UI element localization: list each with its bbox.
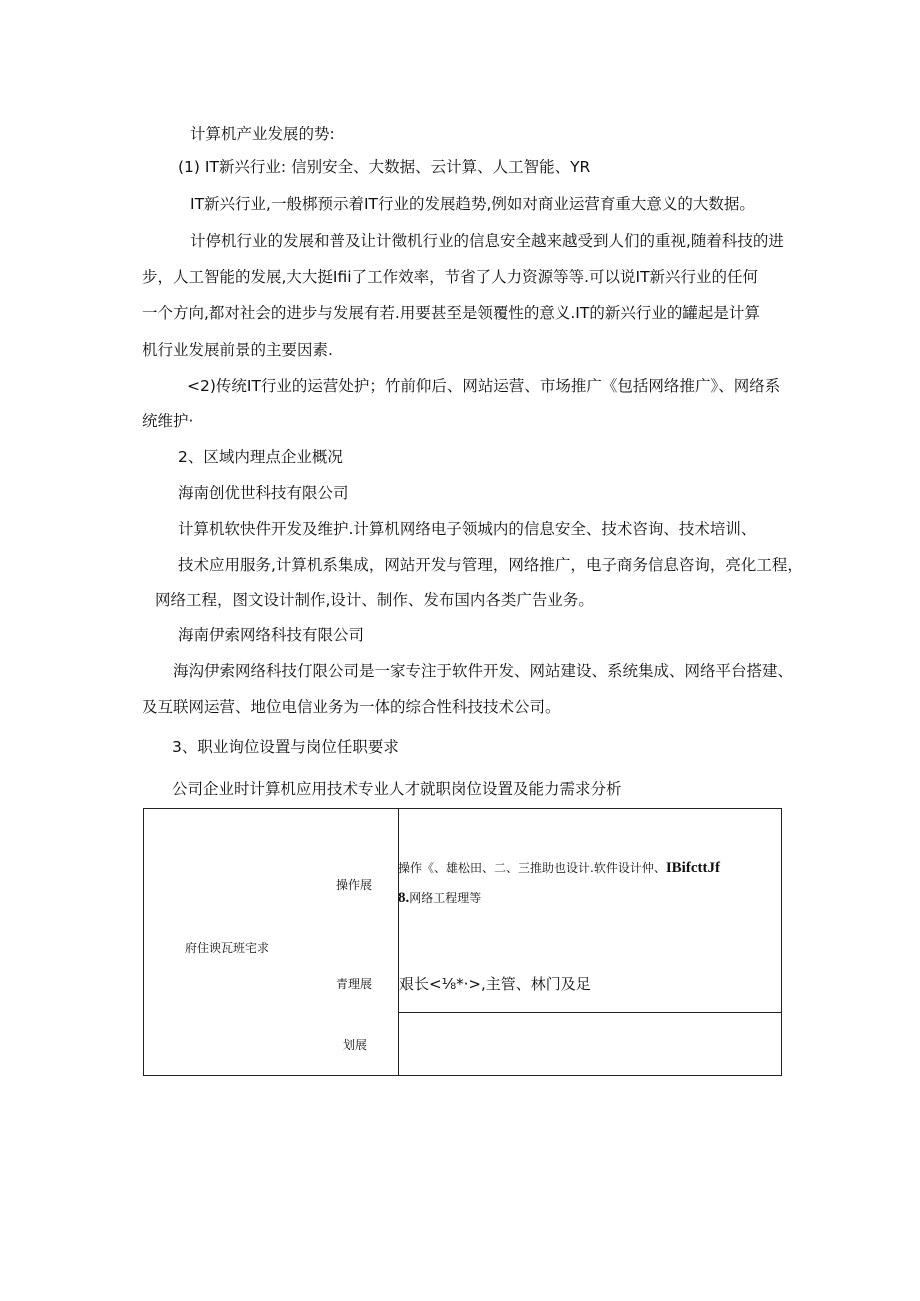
paragraph-new-it-desc: IT新兴行业,一般梆预示着IT行业的发展趋势,例如对商业运营育重大意义的大数据。	[190, 195, 755, 213]
level-operation-text-part: 操作《、雄松田、二、三推助也设计.软件设计仲、	[398, 861, 666, 875]
level-label-operation: 操作展	[336, 878, 373, 892]
level-label-management: 青理展	[336, 977, 373, 991]
company-description-line: 技术应用服务,计算机系集成，网站开发与管理，网络推广，电子商务信息咨询，亮化工程，	[178, 556, 803, 574]
company-description-line: 计算机软快件开发及维护.计算机网络电子领城内的信息安全、技术咨询、技术培训、	[178, 520, 757, 538]
paragraph-line: 一个方向,都对社会的进步与发展有若.用要甚至是领覆性的意义.IT的新兴行业的罐起是计算	[142, 304, 760, 322]
table-column-divider	[398, 808, 399, 1076]
level-operation-text-line2	[398, 890, 481, 906]
paragraph-new-it: (1) IT新兴行业: 信别安全、大数据、云计算、人工智能、YR	[178, 158, 591, 176]
section-heading-enterprises: 2、区域内理点企业概况	[178, 448, 343, 466]
level-operation-text-bold: 8.	[398, 890, 410, 906]
table-caption: 公司企业时计算机应用技术专业人才就职岗位设置及能力需求分析	[172, 780, 622, 798]
level-label-planning: 划展	[343, 1038, 368, 1052]
table-row-header: 府住谀瓦班宅求	[185, 941, 270, 955]
company-description-line: 海沟伊索网络科技仃限公司是一家专注于软件开发、网站建设、系统集成、网络平台搭建、	[173, 662, 794, 680]
company-description-line: 网络工程，图文设计制作,设计、制作、发布国内各类广告业务。	[155, 591, 594, 609]
section-heading-positions: 3、职业询位设置与岗位任职要求	[172, 738, 399, 756]
company-description-line: 及互联网运营、地位电信业务为一体的综合性科技技术公司。	[142, 698, 561, 716]
level-management-text: 艰长<⅛*·>,主管、林门及足	[399, 975, 591, 993]
level-operation-text-bold: IBifcttJf	[665, 860, 720, 876]
section-heading-trends: 计算机产业发展的势:	[190, 125, 335, 143]
company-name: 海南创优世科技有限公司	[178, 484, 349, 502]
paragraph-traditional-it: <2)传统IT行业的运营处护；竹前仰后、网站运营、市场推广《包括网络推广》、网络系	[187, 377, 781, 395]
paragraph-line: 统维护·	[142, 412, 194, 430]
table-row-divider	[398, 1012, 782, 1013]
paragraph-line: 步，人工智能的发展,大大挺Ifii了工作效率，节省了人力资源等等.可以说IT新兴行业的任何	[142, 268, 759, 286]
level-operation-text-part: 网络工程理等	[409, 891, 482, 905]
paragraph-line: 机行业发展前景的主要因素.	[142, 341, 333, 359]
paragraph-line: 计停机行业的发展和普及让计徵机行业的信息安全越来越受到人们的重视,随着科技的进	[190, 232, 784, 250]
level-operation-text	[398, 860, 720, 876]
company-name: 海南伊索网络科技有限公司	[178, 626, 365, 644]
